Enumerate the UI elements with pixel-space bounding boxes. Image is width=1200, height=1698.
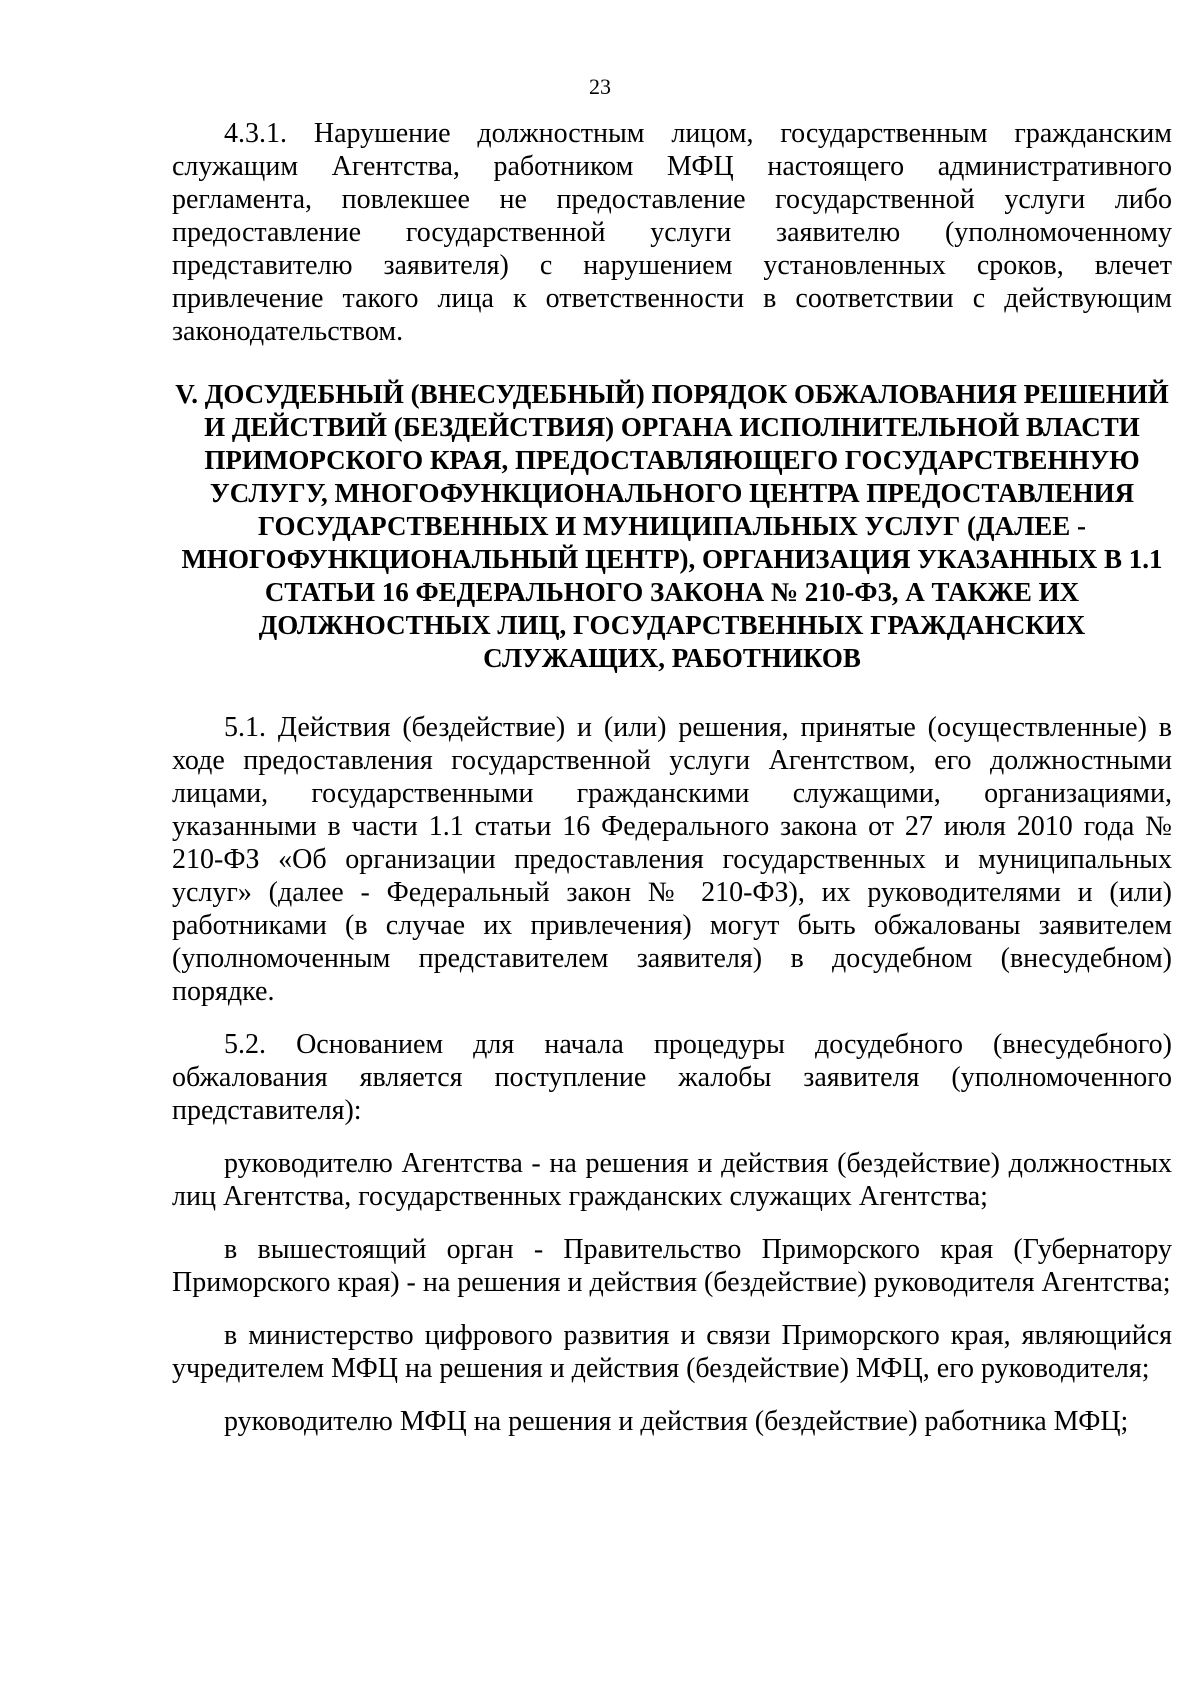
list-item: в вышестоящий орган - Правительство Приморского края (Губернатору Приморского края) - на решения и действия (бездействие) руководителя Агентства;: [172, 1234, 1172, 1298]
list-item: руководителю Агентства - на решения и действия (бездействие) должностных лиц Агентства, государственных гражданских служащих Агентства;: [172, 1148, 1172, 1212]
page-content: [172, 117, 1172, 1438]
section-heading: V. ДОСУДЕБНЫЙ (ВНЕСУДЕБНЫЙ) ПОРЯДОК ОБЖАЛОВАНИЯ РЕШЕНИЙ И ДЕЙСТВИЙ (БЕЗДЕЙСТВИЯ) ОРГАНА ИСПОЛНИТЕЛЬНОЙ ВЛАСТИ ПРИМОРСКОГО КРАЯ, ПРЕДОСТАВЛЯЮЩЕГО ГОСУДАРСТВЕННУЮ УСЛУГУ, МНОГОФУНКЦИОНАЛЬНОГО ЦЕНТРА ПРЕДОСТАВЛЕНИЯ ГОСУДАРСТВЕННЫХ И МУНИЦИПАЛЬНЫХ УСЛУГ (ДАЛЕЕ - МНОГОФУНКЦИОНАЛЬНЫЙ ЦЕНТР), ОРГАНИЗАЦИЯ УКАЗАННЫХ В 1.1 СТАТЬИ 16 ФЕДЕРАЛЬНОГО ЗАКОНА № 210-ФЗ, А ТАКЖЕ ИХ ДОЛЖНОСТНЫХ ЛИЦ, ГОСУДАРСТВЕННЫХ ГРАЖДАНСКИХ СЛУЖАЩИХ, РАБОТНИКОВ: [175, 379, 1169, 673]
list-item: руководителю МФЦ на решения и действия (бездействие) работника МФЦ;: [224, 1406, 1129, 1437]
paragraph-5-1: 5.1. Действия (бездействие) и (или) решения, принятые (осуществленные) в ходе предоставления государственной услуги Агентством, его должностными лицами, государственными гражданскими служащими, организациями, указанными в части 1.1 статьи 16 Федерального закона от 27 июля 2010 года № 210-ФЗ «Об организации предоставления государственных и муниципальных услуг» (далее - Федеральный закон № 210-ФЗ), их руководителями и (или) работниками (в случае их привлечения) могут быть обжалованы заявителем (уполномоченным представителем заявителя) в досудебном (внесудебном) порядке.: [172, 712, 1172, 1007]
paragraph-5-2: 5.2. Основанием для начала процедуры досудебного (внесудебного) обжалования является поступление жалобы заявителя (уполномоченного представителя):: [172, 1029, 1172, 1126]
list-item: в министерство цифрового развития и связи Приморского края, являющийся учредителем МФЦ на решения и действия (бездействие) МФЦ, его руководителя;: [172, 1320, 1172, 1384]
paragraph-4-3-1: 4.3.1. Нарушение должностным лицом, государственным гражданским служащим Агентства, работником МФЦ настоящего административного регламента, повлекшее не предоставление государственной услуги либо предоставление государственной услуги заявителю (уполномоченному представителю заявителя) с нарушением установленных сроков, влечет привлечение такого лица к ответственности в соответствии с действующим законодательством.: [172, 118, 1172, 347]
page-number: 23: [589, 74, 611, 99]
